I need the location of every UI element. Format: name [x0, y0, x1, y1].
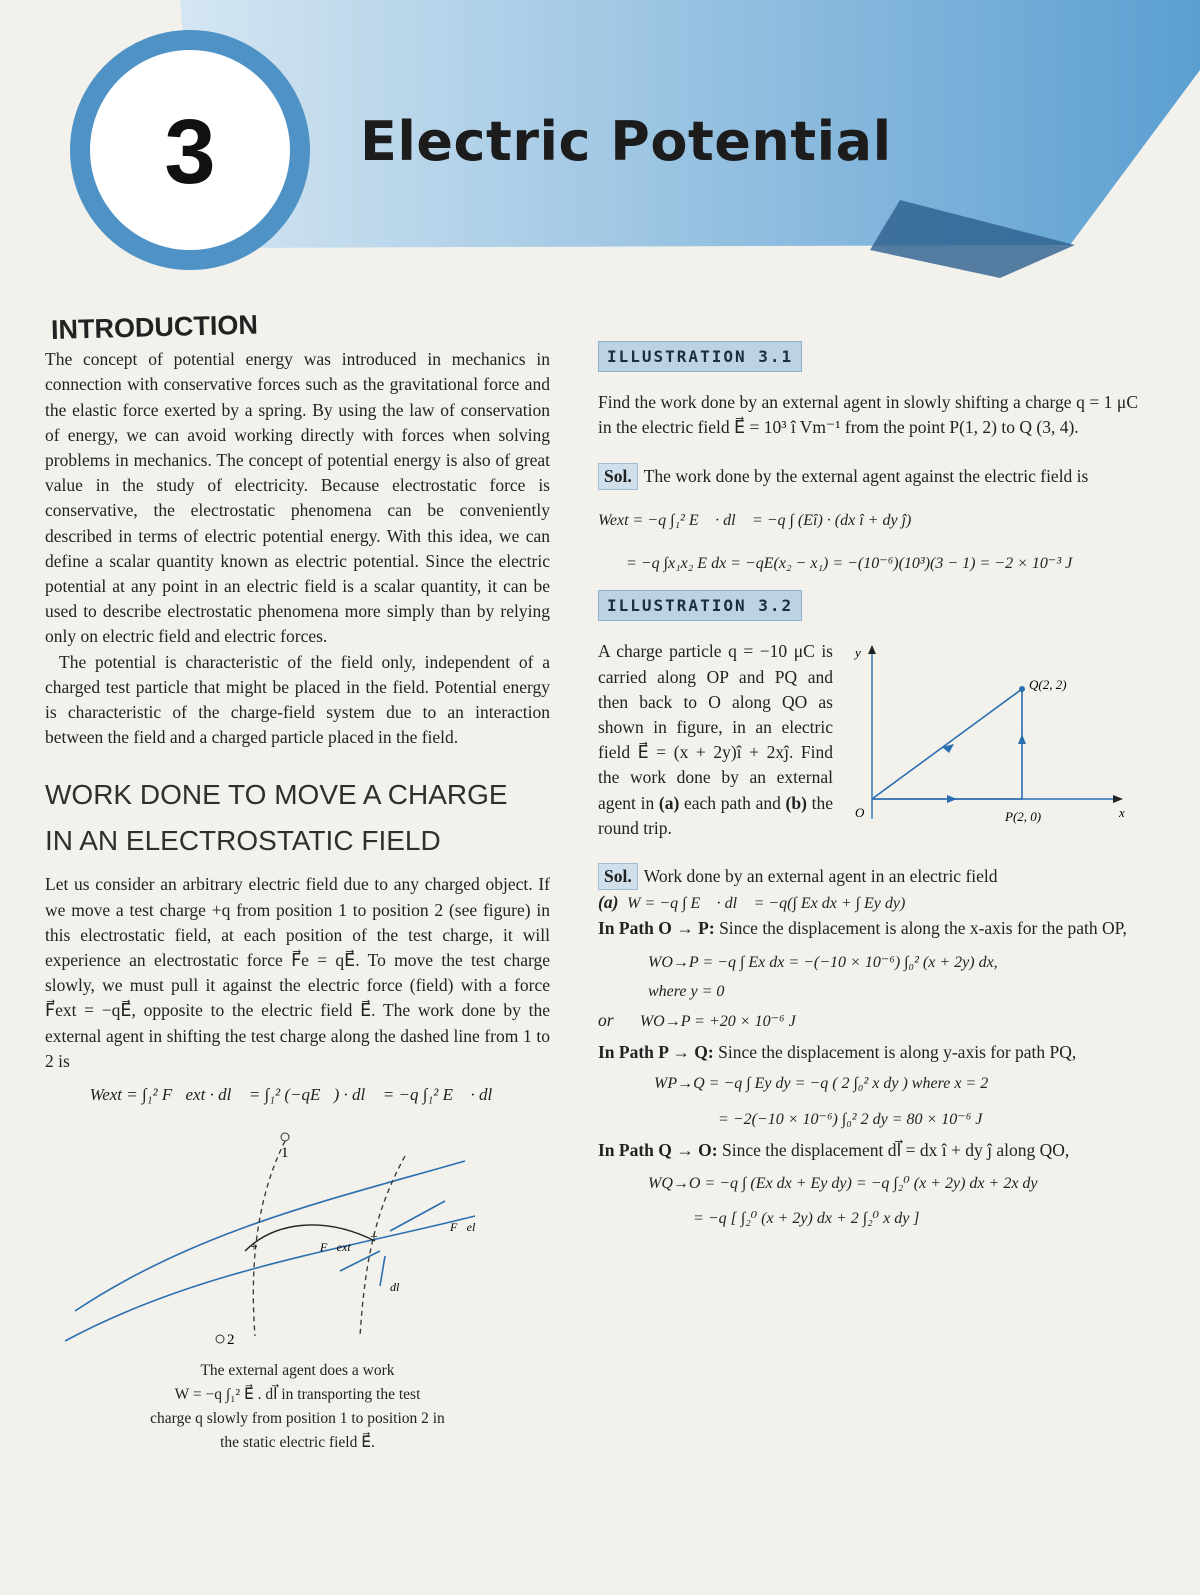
caption-line1: The external agent does a work [200, 1362, 395, 1380]
work-para: Let us consider an arbitrary electric field due to any charged object. If we move a test charge +q from position 1 to position 2 (see figure) in this electrostatic field, at each position of the test charge, it will experience an electrostatic force F⃗e = qE⃗. To move the test charge slowly, we must pull it against the electric force (field) with a force F⃗ext = −qE⃗, opposite to the electric field E⃗. The work done by the external agent in shifting the test charge along the dashed line from 1 to 2 is [45, 874, 550, 1071]
part-b: (b) [785, 792, 807, 813]
illustration-3-1-badge: ILLUSTRATION 3.1 [598, 341, 802, 372]
field-line-2 [65, 1216, 475, 1341]
ill2-eq-a [598, 890, 1138, 916]
eq-op3-row [598, 1008, 1138, 1034]
label-q: Q(2, 2) [1029, 677, 1067, 693]
intro-heading: INTRODUCTION [50, 309, 259, 345]
path-qo [872, 689, 1022, 799]
illustration-3-2-solution [598, 863, 1138, 890]
right-column [598, 335, 1138, 1231]
eq-qo2: = −q [ ∫₂⁰ (x + 2y) dx + 2 ∫₂⁰ x dy ] [693, 1210, 920, 1228]
label-x: x [1119, 805, 1125, 821]
work-heading [45, 772, 550, 864]
caption-line3: charge q slowly from position 1 to position 2 in [150, 1410, 445, 1428]
caption-line2: W = −q ∫₁² E⃗ . dl⃗ in transporting the test [174, 1386, 421, 1404]
path-qo-para [598, 1138, 1138, 1163]
eq-a: W = −q ∫ E⃗ · dl⃗ = −q(∫ Ex dx + ∫ Ey dy) [627, 895, 906, 913]
path-op-head: In Path O → P: [598, 918, 715, 939]
plus-sign-2: + [370, 1230, 378, 1246]
part-a: (a) [658, 792, 680, 813]
caption-line4: the static electric field E⃗. [220, 1434, 375, 1452]
illustration-3-2-problem [598, 639, 833, 841]
label-o: O [855, 805, 865, 821]
label-y: y [855, 645, 861, 661]
path-pq-text: Since the displacement is along y-axis for path PQ, [713, 1042, 1077, 1063]
point-q-dot [1019, 686, 1025, 692]
fel-arrow [390, 1201, 445, 1231]
eq-op2: where y = 0 [648, 982, 725, 1000]
position-2-dot [216, 1335, 224, 1343]
label-fext: F⃗ext [320, 1240, 351, 1255]
field-line-3 [245, 1225, 375, 1251]
eq-pq2: = −2(−10 × 10⁻⁶) ∫₀² 2 dy = 80 × 10⁻⁶ J [718, 1110, 983, 1128]
work-heading-line2: IN AN ELECTROSTATIC FIELD [45, 825, 441, 857]
eq-op1: WO→P = −q ∫ Ex dx = −(−10 × 10⁻⁶) ∫₀² (x + 2y) dx, [648, 953, 998, 971]
y-axis-arrowhead [868, 645, 876, 654]
ill1-eq1: Wext = −q ∫₁² E⃗ · dl⃗ = −q ∫ (Eî) · (dx î + dy ĵ) [598, 511, 912, 529]
illustration-3-1-solution [598, 463, 1138, 490]
path-figure [847, 639, 1127, 839]
left-column [45, 309, 550, 1455]
sol-label: Sol. [598, 463, 638, 490]
arrow-qo [942, 744, 954, 753]
sol-text: The work done by the external agent against the electric field is [643, 465, 1089, 486]
label-dl: dl⃗ [390, 1280, 409, 1295]
arrow-op [947, 795, 957, 803]
part-b-text: the round trip. [598, 792, 833, 838]
illustration-3-1-problem: Find the work done by an external agent in slowly shifting a charge q = 1 μC in the electric field E⃗ = 10³ î Vm⁻¹ from the point P(1, 2) to Q (3, 4). [598, 392, 1138, 438]
intro-para2: The potential is characteristic of the field only, independent of a charged test particle that might be placed in the field. Potential energy is characteristic of the charge-field system due to an interaction between the field and a charged particle placed in the field. [45, 651, 550, 748]
dashed-path-2 [360, 1156, 405, 1336]
intro-para1: The concept of potential energy was introduced in mechanics in connection with conservative forces such as the gravitational force and the elastic force exerted by a spring. By using the law of conservation of energy, we can avoid working directly with forces when solving problems in mechanics. The concept of potential energy is also of great value in the study of electricity. Because electrostatic force is conservative, the electrostatic phenomena can be conveniently described in terms of electric potential energy. With this idea, we can define a scalar quantity known as electric potential. Since the electric potential at any point in an electric field is a scalar quantity, it can be used to describe electrostatic phenomena more simply than by relying only on electric field and electric forces. [45, 349, 550, 647]
path-pq-head: In Path P → Q: [598, 1042, 714, 1063]
path-qo-text: Since the displacement dl⃗ = dx î + dy ĵ along QO, [717, 1139, 1070, 1160]
figure-caption [45, 1359, 550, 1455]
label-2: 2 [227, 1332, 235, 1347]
path-pq-para [598, 1040, 1138, 1065]
dashed-path [253, 1141, 285, 1336]
eq-qo1: WQ→O = −q ∫ (Ex dx + Ey dy) = −q ∫₂⁰ (x + 2y) dx + 2x dy [648, 1175, 1038, 1193]
eq-op3: WO→P = +20 × 10⁻⁶ J [639, 1013, 796, 1031]
part-a-text: each path and [679, 792, 786, 813]
ill1-eq2: = −q ∫x₁x₂ E dx = −qE(x₂ − x₁) = −(10⁻⁶)(10³)(3 − 1) = −2 × 10⁻³ J [626, 555, 1073, 573]
illustration-3-2-block [598, 639, 1138, 841]
dl-arrow [380, 1256, 385, 1286]
illustration-3-2-badge: ILLUSTRATION 3.2 [598, 590, 802, 621]
arrow-pq [1018, 734, 1026, 744]
eq-pq1: WP→Q = −q ∫ Ey dy = −q ( 2 ∫₀² x dy ) where x = 2 [654, 1075, 989, 1093]
field-figure-svg [45, 1121, 550, 1346]
label-1: 1 [281, 1145, 289, 1162]
or-label: or [598, 1010, 614, 1031]
fext-arrow [340, 1251, 380, 1271]
path-op-text: Since the displacement is along the x-axis for the path OP, [714, 918, 1127, 939]
sol-text-2: Work done by an external agent in an electric field [643, 866, 998, 887]
work-heading-line1: WORK DONE TO MOVE A CHARGE [45, 779, 508, 811]
sol-label-2: Sol. [598, 863, 638, 890]
eq-a-label: (a) [598, 892, 619, 913]
path-qo-head: In Path Q → O: [598, 1139, 718, 1160]
plus-sign-1: + [250, 1240, 258, 1256]
field-figure [45, 1121, 550, 1455]
label-fel: F⃗el [450, 1220, 476, 1235]
label-p: P(2, 0) [1005, 809, 1042, 825]
chapter-title: Electric Potential [360, 110, 892, 173]
position-1-dot [281, 1133, 289, 1141]
path-op-para [598, 916, 1138, 941]
chapter-number: 3 [164, 101, 216, 203]
work-equation: Wext = ∫₁² F⃗ext · dl⃗ = ∫₁² (−qE⃗) · dl⃗ = −q ∫₁² E⃗ · dl⃗ [89, 1085, 506, 1105]
ill2-problem-text: A charge particle q = −10 μC is carried along OP and PQ and then back to O along QO as shown in figure, in an electric field E⃗ = (x + 2y)î + 2xĵ. Find the work done by an external agent in [598, 641, 833, 813]
x-axis-arrowhead [1113, 795, 1123, 803]
